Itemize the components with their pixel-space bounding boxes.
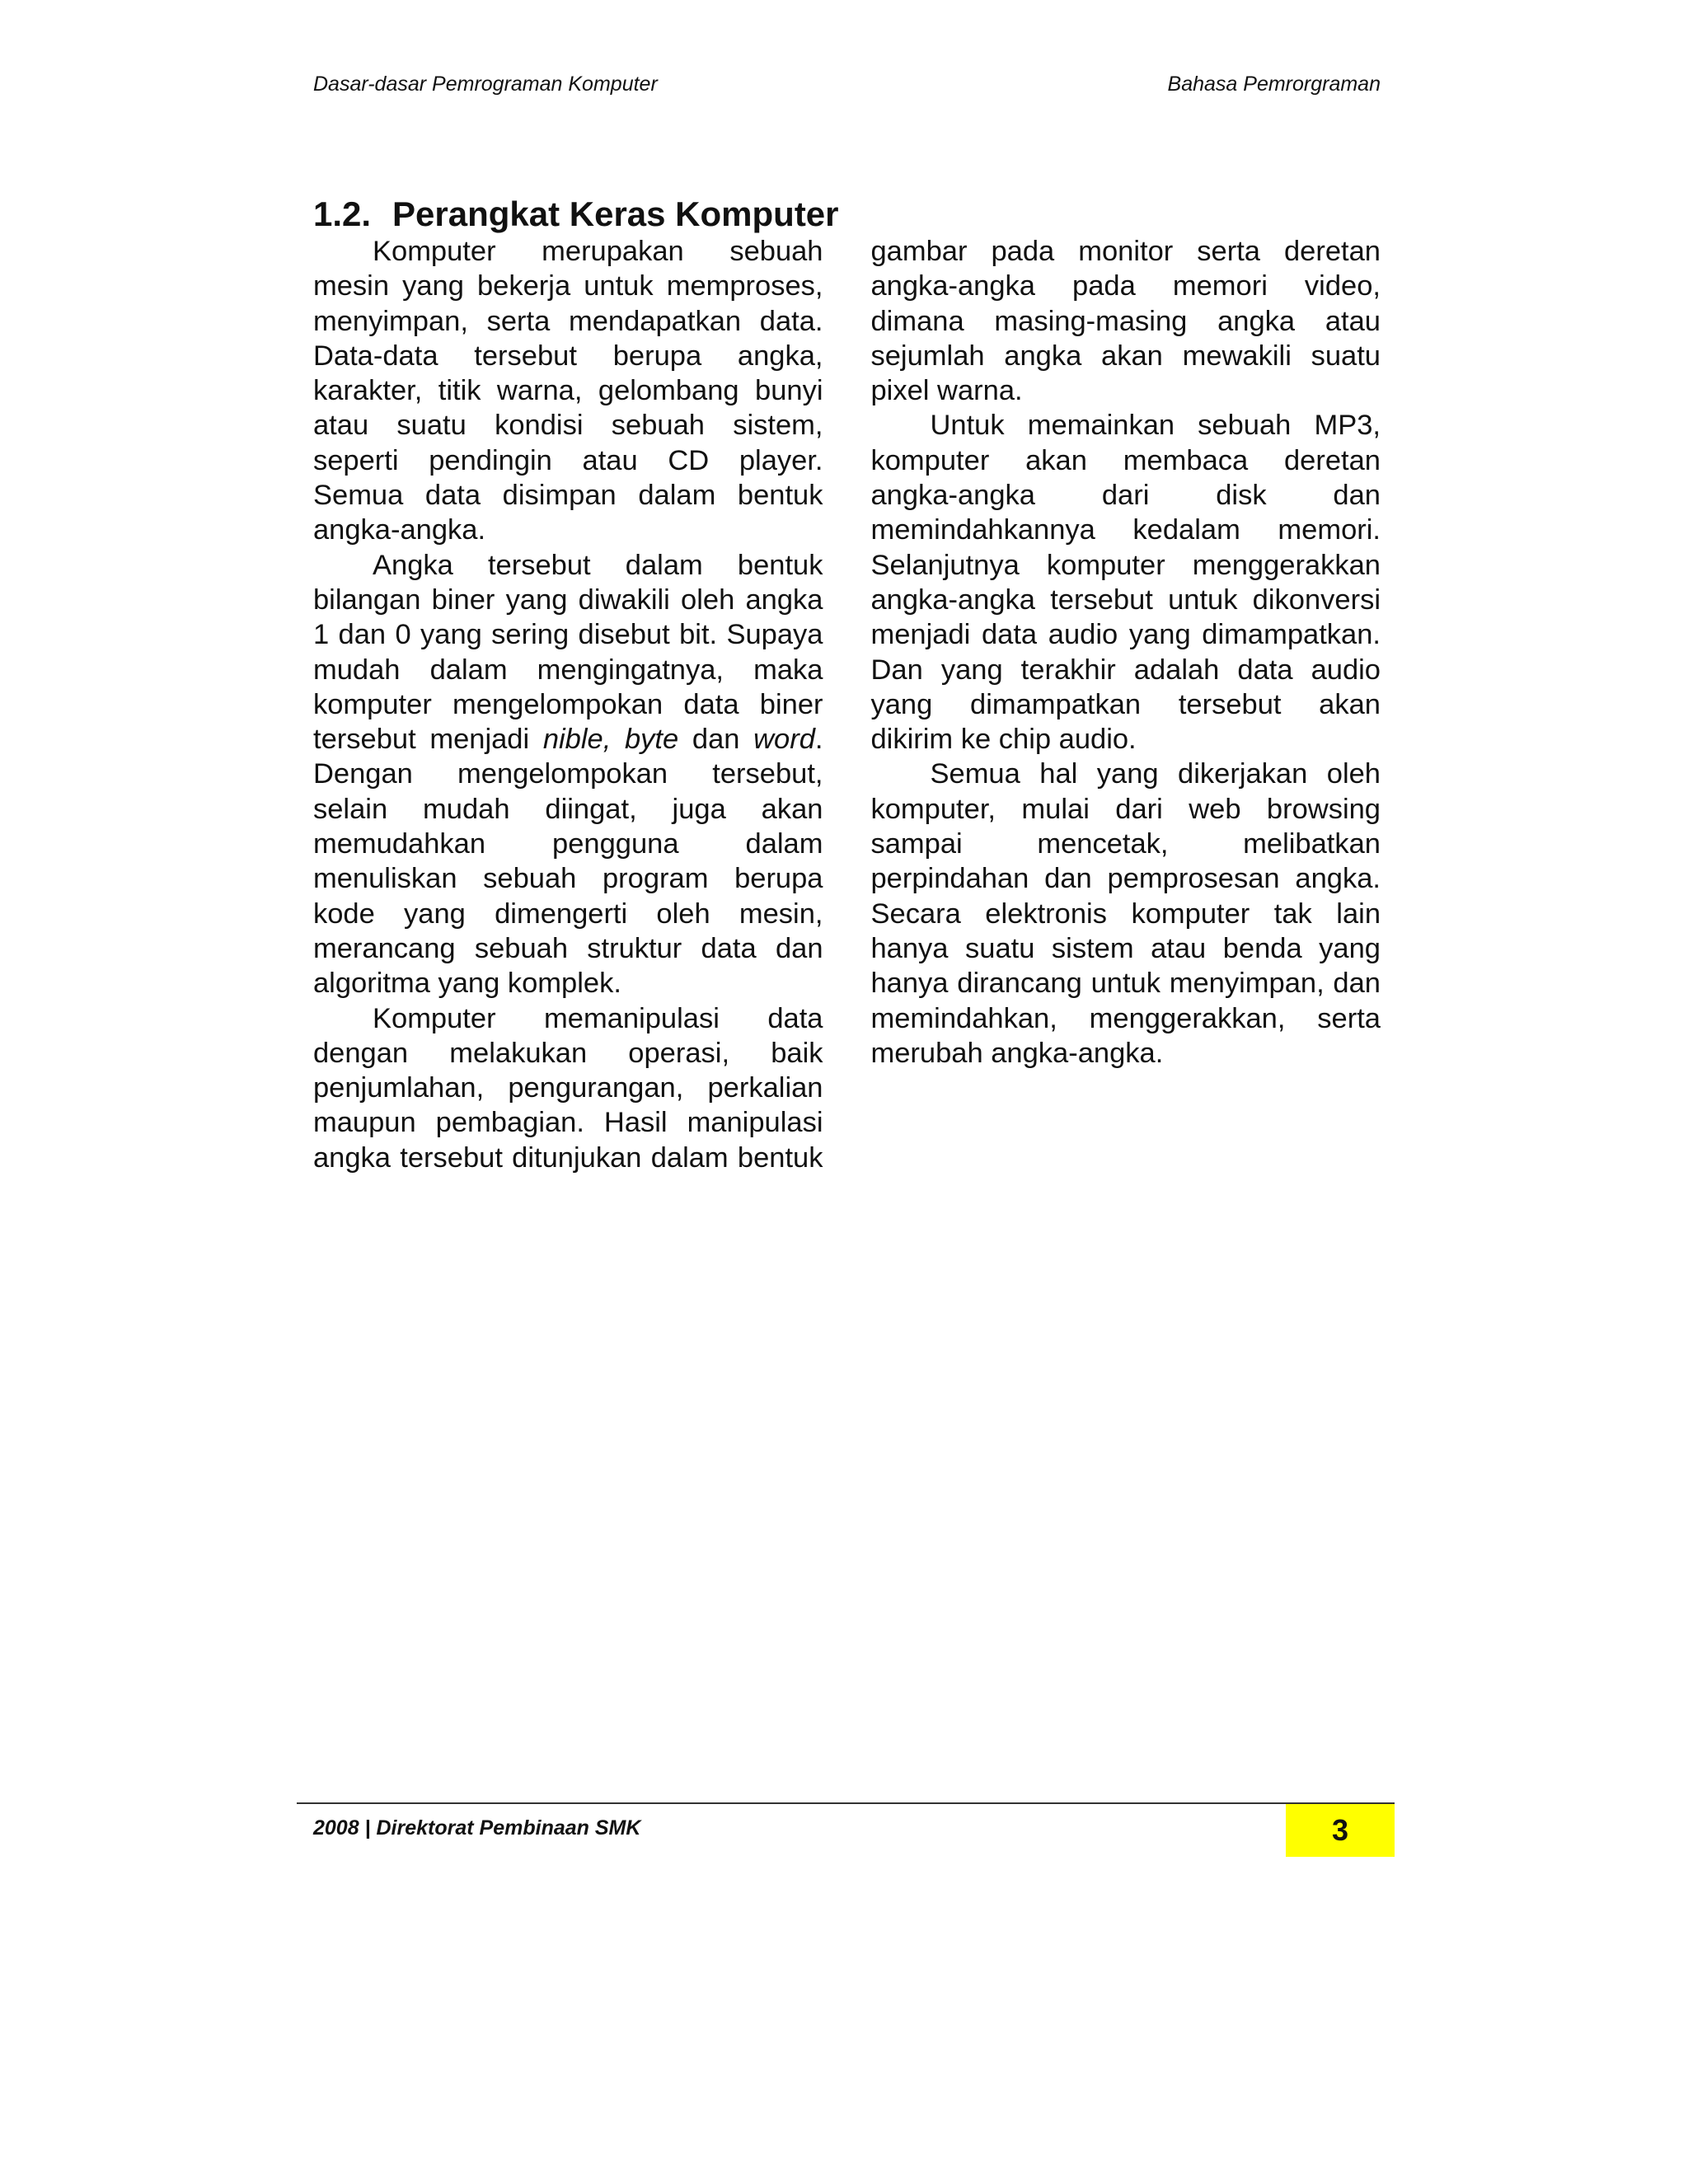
- paragraph-2-sep-2: dan: [678, 724, 754, 756]
- body-text-columns: [313, 234, 1381, 1190]
- paragraph-2-text-b: . Dengan mengelompokan tersebut, selain mudah diingat, juga akan memudahkan pengguna dalam menuliskan sebuah program berupa kode yang dimengerti oleh mesin, merancang sebuah struktur data dan algoritma yang komplek.: [313, 724, 823, 1000]
- paragraph-2-text-a: Angka tersebut dalam bentuk bilangan biner yang diwakili oleh angka 1 dan 0 yang sering disebut bit. Supaya mudah dalam mengingatnya, maka komputer mengelompokan data biner tersebut menjadi: [313, 549, 823, 756]
- term-word: word: [753, 724, 815, 756]
- section-title-text: Perangkat Keras Komputer: [392, 194, 839, 233]
- paragraph-1: Komputer merupakan sebuah mesin yang bekerja untuk memproses, menyimpan, serta mendapatkan data. Data-data tersebut berupa angka, karakter, titik warna, gelombang bunyi atau suatu kondisi sebuah sistem, seperti pendingin atau CD player. Semua data disimpan dalam bentuk angka-angka.: [313, 236, 823, 546]
- running-header: [313, 69, 1381, 99]
- paragraph-4: Untuk memainkan sebuah MP3, komputer akan membaca deretan angka-angka dari disk dan memindahkannya kedalam memori. Selanjutnya komputer menggerakkan angka-angka tersebut untuk dikonversi menjadi data audio yang dimampatkan. Dan yang terakhir adalah data audio yang dimampatkan tersebut akan dikirim ke chip audio.: [870, 410, 1381, 756]
- paragraph-5: Semua hal yang dikerjakan oleh komputer, mulai dari web browsing sampai mencetak, melibatkan perpindahan dan pemprosesan angka. Secara elektronis komputer tak lain hanya suatu sistem atau benda yang hanya dirancang untuk menyimpan, dan memindahkan, menggerakkan, serta merubah angka-angka.: [870, 758, 1381, 1069]
- term-byte: byte: [625, 724, 679, 756]
- header-book-title: Dasar-dasar Pemrograman Komputer: [313, 73, 658, 96]
- section-number: 1.2.: [313, 194, 372, 233]
- paragraph-3: Komputer memanipulasi data dengan melakukan operasi, baik penjumlahan, pengurangan, perkalian maupun pembagian. Hasil manipulasi angka tersebut ditunjukan dalam bentuk gambar pada monitor serta deretan angka-angka pada memori video, dimana masing-masing angka atau sejumlah angka akan mewakili suatu pixel warna.: [313, 236, 1381, 1174]
- paragraph-2: [313, 548, 823, 1001]
- page-number: 3: [1286, 1804, 1395, 1857]
- footer-publisher: 2008 | Direktorat Pembinaan SMK: [313, 1816, 641, 1840]
- section-heading: [313, 188, 1381, 241]
- paragraph-2-sep-1: [611, 724, 625, 755]
- term-nible: nible,: [542, 724, 612, 756]
- footer-divider: [297, 1802, 1395, 1804]
- header-chapter-title: Bahasa Pemrorgraman: [1167, 73, 1381, 96]
